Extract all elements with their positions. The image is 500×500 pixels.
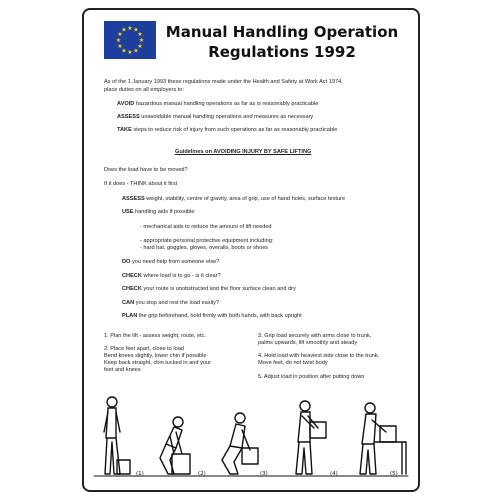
figure-label: (3) bbox=[260, 471, 268, 477]
check-can bbox=[122, 300, 219, 307]
check-use bbox=[122, 209, 194, 216]
duty-verb: AVOID bbox=[117, 101, 135, 107]
check-text: weight, stability, centre of gravity, area of grip, use of hand holes, surface texture bbox=[146, 196, 346, 202]
figure-placing-icon bbox=[360, 403, 406, 474]
svg-text:★: ★ bbox=[121, 47, 127, 55]
check-text: your route is unobstructed and the floor surface clean and dry bbox=[143, 286, 296, 292]
svg-text:★: ★ bbox=[137, 31, 143, 38]
duty-verb: ASSESS bbox=[117, 114, 140, 120]
if-so-think: If it does - THINK about it first bbox=[104, 181, 178, 187]
check-verb: CHECK bbox=[122, 286, 142, 292]
check-assess bbox=[122, 196, 345, 203]
step-line: Keep back straight, chin tucked in and your bbox=[104, 360, 211, 366]
title-line-2: Regulations 1992 bbox=[208, 43, 356, 61]
figure-label: (4) bbox=[330, 471, 338, 477]
lifting-figures bbox=[90, 392, 410, 487]
check-verb: CAN bbox=[122, 300, 135, 306]
title-line-1: Manual Handling Operation bbox=[165, 23, 399, 41]
sign-title bbox=[162, 22, 402, 62]
duty-verb: TAKE bbox=[117, 127, 132, 133]
bullet-item: - appropriate personal protective equipment including: bbox=[140, 238, 274, 244]
svg-text:★: ★ bbox=[138, 37, 145, 44]
figure-squatting-icon bbox=[222, 413, 258, 474]
duty-avoid bbox=[117, 101, 318, 108]
bullet-item: - hard hat, goggles, gloves, overalls, boots or shoes bbox=[140, 245, 269, 251]
svg-text:★: ★ bbox=[133, 47, 139, 55]
svg-text:★: ★ bbox=[137, 43, 143, 50]
svg-text:★: ★ bbox=[117, 31, 123, 38]
check-text: where load is to go - is it clear? bbox=[143, 273, 221, 279]
duty-text: steps to reduce risk of injury from such operations as far as reasonably practicable bbox=[133, 127, 338, 133]
check-check-route bbox=[122, 286, 296, 293]
svg-text:★: ★ bbox=[115, 37, 122, 44]
check-text: the grip beforehand, hold firmly with both hands, with back upright bbox=[138, 313, 302, 319]
step-line: 4. Hold load with heaviest side close to the trunk. bbox=[258, 353, 380, 359]
eu-stars-icon bbox=[104, 21, 156, 59]
svg-text:★: ★ bbox=[133, 26, 139, 34]
duty-take bbox=[117, 127, 337, 134]
intro-line-1: As of the 1 January 1993 these regulations made under the Health and Safety at Work Act 1974, bbox=[104, 79, 343, 85]
step-line: 3. Grip load securely with arms close to trunk, bbox=[258, 333, 372, 339]
check-text: you need help from someone else? bbox=[131, 259, 220, 265]
figure-label: (5) bbox=[390, 471, 398, 477]
figure-label: (1) bbox=[136, 471, 144, 477]
check-verb: ASSESS bbox=[122, 196, 145, 202]
step-line: 5. Adjust load in position after putting down bbox=[258, 374, 365, 380]
step-line: feet and knees bbox=[104, 367, 141, 373]
check-verb: DO bbox=[122, 259, 131, 265]
guidelines-title: Guidelines on AVOIDING INJURY BY SAFE LIFTING bbox=[175, 149, 312, 155]
step-line: 1. Plan the lift - assess weight, route, etc. bbox=[104, 333, 206, 339]
svg-text:★: ★ bbox=[121, 26, 127, 34]
check-text: you stop and rest the load easily? bbox=[135, 300, 220, 306]
check-verb: USE bbox=[122, 209, 134, 215]
step-line: Move feet, do not twist body bbox=[258, 360, 328, 366]
duty-assess bbox=[117, 114, 313, 121]
eu-flag-icon bbox=[104, 21, 156, 59]
check-text: handling aids if possible bbox=[135, 209, 195, 215]
figure-lifting-icon bbox=[296, 401, 326, 474]
bullet-item: - mechanical aids to reduce the amount of lift needed bbox=[140, 224, 272, 230]
question-moved: Does the load have to be moved? bbox=[104, 167, 188, 173]
duty-text: hazardous manual handling operations as far as is reasonably practicable bbox=[135, 101, 319, 107]
step-line: palms upwards, lift smoothly and steady bbox=[258, 340, 358, 346]
check-check-load bbox=[122, 273, 221, 280]
figure-label: (2) bbox=[198, 471, 206, 477]
step-line: Bend knees slightly, lower chin if possible bbox=[104, 353, 207, 359]
intro-line-2: place duties on all employers to: bbox=[104, 87, 184, 93]
check-verb: PLAN bbox=[122, 313, 138, 319]
check-verb: CHECK bbox=[122, 273, 142, 279]
figure-crouching-icon bbox=[160, 417, 190, 474]
svg-text:★: ★ bbox=[117, 43, 123, 50]
check-do bbox=[122, 259, 219, 266]
svg-text:★: ★ bbox=[127, 49, 133, 56]
svg-text:★: ★ bbox=[127, 25, 133, 32]
duty-text: unavoidable manual handling operations and measures as necessary bbox=[141, 114, 314, 120]
check-plan bbox=[122, 313, 302, 320]
step-line: 2. Place feet apart, close to load bbox=[104, 346, 184, 352]
figure-standing-icon bbox=[104, 397, 130, 474]
